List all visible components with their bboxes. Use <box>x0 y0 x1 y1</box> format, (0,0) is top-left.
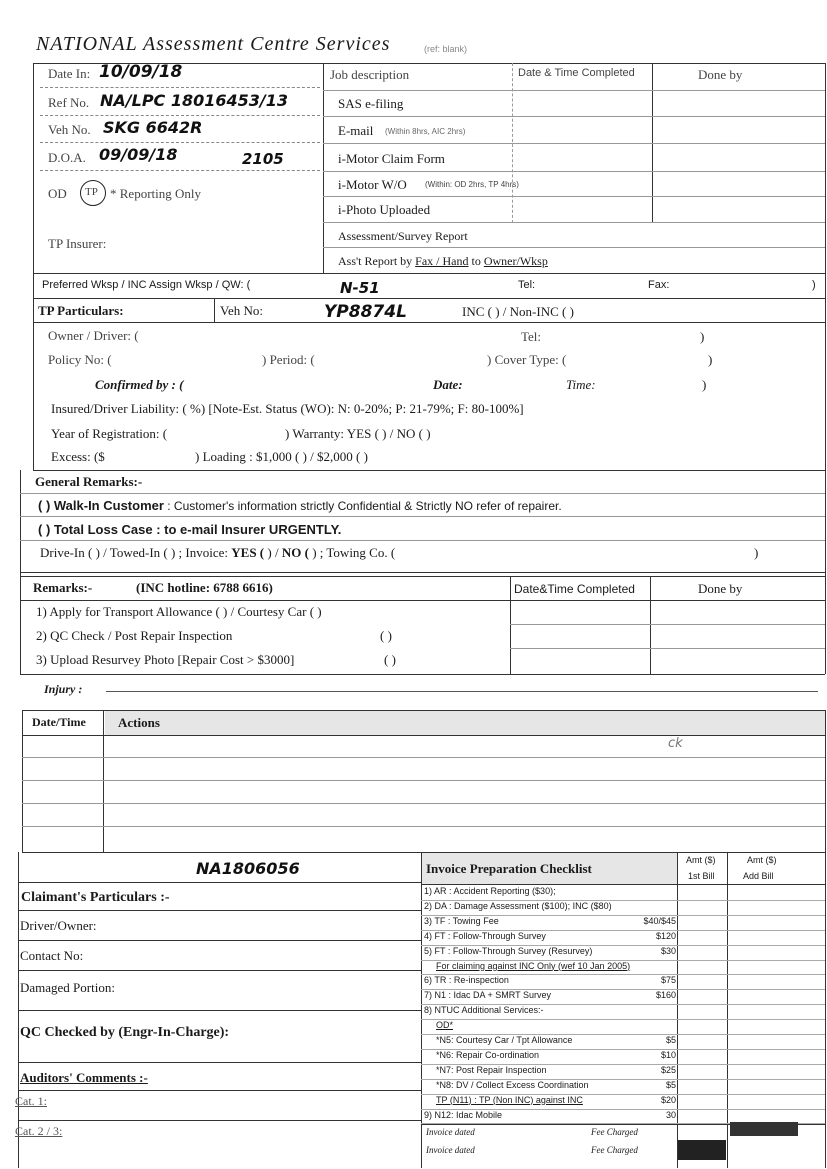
checklist-item-amount: 30 <box>665 1109 676 1120</box>
tp-confirmed-date: Date: <box>433 377 463 392</box>
job-iphoto-uploaded: i-Photo Uploaded <box>338 202 431 217</box>
tp-period: ) Period: ( <box>262 352 315 367</box>
tp-cover-close: ) <box>708 352 713 367</box>
checklist-item: 2) DA : Damage Assessment ($100); INC ($80) <box>424 900 612 911</box>
job-assessment-report: Assessment/Survey Report <box>338 229 468 243</box>
tp-insurer-label: TP Insurer: <box>48 236 107 251</box>
checklist-item-amount: $10 <box>660 1049 676 1060</box>
tp-label: TP <box>85 186 98 198</box>
date-in-value: 10/09/18 <box>99 62 183 82</box>
checklist-item: TP (N11) : TP (Non INC) against INC <box>436 1094 583 1105</box>
veh-no-value: SKG 6642R <box>103 118 203 137</box>
ref-no-label: Ref No. <box>48 95 90 110</box>
form-title: NATIONAL Assessment Centre Services <box>36 33 391 55</box>
od-label: OD <box>48 186 67 201</box>
tp-cover-type: ) Cover Type: ( <box>487 352 567 367</box>
walkin-customer-option: ( ) Walk-In Customer : Customer's information strictly Confidential & Strictly NO refer of repairer. <box>38 498 562 513</box>
tp-veh-no-label: Veh No: <box>220 303 263 318</box>
checklist-item-amount: $30 <box>660 945 676 956</box>
tp-warranty: ) Warranty: YES ( ) / NO ( ) <box>285 426 431 441</box>
remark-item-2-paren: ( ) <box>380 628 392 643</box>
checklist-item-amount: $120 <box>655 930 676 941</box>
checklist-item: OD* <box>436 1020 454 1031</box>
invoice-dated-1: Invoice dated <box>426 1127 475 1137</box>
remark-item-3-paren: ( ) <box>384 652 396 667</box>
done-by-col-header: Done by <box>698 67 743 82</box>
doa-value: 09/09/18 <box>99 145 178 164</box>
scan-artifact-2 <box>730 1122 798 1136</box>
ref-no-value: NA/LPC 18016453/13 <box>100 91 289 110</box>
tp-owner-close: ) <box>700 329 705 344</box>
drive-in-line: Drive-In ( ) / Towed-In ( ) ; Invoice: YES ( ) / NO ( ) ; Towing Co. ( <box>40 545 396 560</box>
qc-checked-label: QC Checked by (Engr-In-Charge): <box>20 1025 230 1040</box>
reporting-only-label: * Reporting Only <box>110 186 201 201</box>
checklist-item: 6) TR : Re-inspection <box>424 975 509 986</box>
job-email-note: (Within 8hrs, AIC 2hrs) <box>385 127 466 136</box>
job-imotor-claim-form: i-Motor Claim Form <box>338 151 445 166</box>
job-email: E-mail <box>338 123 374 138</box>
checklist-item: 3) TF : Towing Fee <box>424 915 499 926</box>
tp-confirmed-by: Confirmed by : ( <box>95 377 184 392</box>
tp-year-registration: Year of Registration: ( <box>51 426 168 441</box>
invoice-dated-2: Invoice dated <box>426 1145 475 1155</box>
wksp-fax: Fax: <box>648 279 670 291</box>
remarks-date-col: Date&Time Completed <box>514 582 635 596</box>
amt-add-header: Amt ($) <box>747 855 777 865</box>
towing-close: ) <box>754 545 759 560</box>
amt-1st-header: Amt ($) <box>686 855 716 865</box>
wksp-label: Preferred Wksp / INC Assign Wksp / QW: ( <box>42 279 251 291</box>
checklist-item: 1) AR : Accident Reporting ($30); <box>424 886 556 896</box>
remark-item-1: 1) Apply for Transport Allowance ( ) / Courtesy Car ( ) <box>36 604 322 619</box>
tp-loading: ) Loading : $1,000 ( ) / $2,000 ( ) <box>195 449 368 464</box>
auditors-comments-heading: Auditors' Comments :- <box>20 1070 148 1085</box>
remark-item-3: 3) Upload Resurvey Photo [Repair Cost > $3000] <box>36 652 295 667</box>
checklist-item: *N6: Repair Co-ordination <box>436 1049 540 1060</box>
checklist-row-line <box>421 1019 825 1020</box>
checklist-item: 5) FT : Follow-Through Survey (Resurvey) <box>424 945 593 956</box>
veh-no-label: Veh No. <box>48 122 91 137</box>
actions-date-col: Date/Time <box>32 715 86 729</box>
damaged-portion-label: Damaged Portion: <box>20 980 115 995</box>
inc-hotline: (INC hotline: 6788 6616) <box>136 580 273 595</box>
checklist-item-amount: $5 <box>665 1079 676 1090</box>
actions-col: Actions <box>118 715 160 730</box>
checklist-item-amount: $40/$45 <box>643 915 676 926</box>
tp-confirmed-close: ) <box>702 377 707 392</box>
total-loss-option: ( ) Total Loss Case : to e-mail Insurer URGENTLY. <box>38 522 342 537</box>
injury-label: Injury : <box>44 682 83 696</box>
checklist-item-amount: $5 <box>665 1035 676 1045</box>
checklist-item-amount: $75 <box>660 975 676 986</box>
remark-item-2: 2) QC Check / Post Repair Inspection <box>36 628 233 643</box>
amt-1st-subheader: 1st Bill <box>688 871 715 881</box>
tp-particulars-heading: TP Particulars: <box>38 303 124 318</box>
checklist-item: *N8: DV / Collect Excess Coordination <box>436 1079 589 1090</box>
tp-confirmed-time: Time: <box>566 377 596 392</box>
checklist-item-amount: $160 <box>655 990 676 1001</box>
job-imotor-wo: i-Motor W/O <box>338 177 407 192</box>
job-imotor-wo-note: (Within: OD 2hrs, TP 4hrs) <box>425 180 519 189</box>
claimant-heading: Claimant's Particulars :- <box>21 890 170 905</box>
checklist-item: For claiming against INC Only (wef 10 Jan 2005) <box>436 960 631 971</box>
tp-policy-no: Policy No: ( <box>48 352 112 367</box>
checklist-item: 4) FT : Follow-Through Survey <box>424 930 546 941</box>
form-title-note: (ref: blank) <box>424 44 468 54</box>
fee-charged-1: Fee Charged <box>591 1127 638 1137</box>
tp-veh-no-value: YP8874L <box>324 302 407 322</box>
general-remarks-heading: General Remarks:- <box>35 474 143 489</box>
claim-number: NA1806056 <box>196 859 300 878</box>
checklist-item: 7) N1 : Idac DA + SMRT Survey <box>424 990 551 1001</box>
tp-liability: Insured/Driver Liability: ( %) [Note-Est. Status (WO): N: 0-20%; P: 21-79%; F: 80-100%] <box>51 401 524 416</box>
tp-inc-choice: INC ( ) / Non-INC ( ) <box>462 304 574 319</box>
wksp-close: ) <box>812 279 816 291</box>
tp-excess: Excess: ($ <box>51 449 105 464</box>
cat23-label: Cat. 2 / 3: <box>15 1124 63 1138</box>
tp-tel: Tel: <box>521 329 542 344</box>
driver-owner-label: Driver/Owner: <box>20 918 97 933</box>
tp-owner-driver: Owner / Driver: ( <box>48 328 139 343</box>
amt-add-subheader: Add Bill <box>743 871 774 881</box>
checklist-item: 9) N12: Idac Mobile <box>424 1109 503 1120</box>
checklist-item: *N5: Courtesy Car / Tpt Allowance <box>436 1035 573 1045</box>
remarks-heading: Remarks:- <box>33 580 93 595</box>
asst-report-line: Ass't Report by Fax / Hand to Owner/Wksp <box>338 254 548 268</box>
date-completed-col-header: Date & Time Completed <box>518 67 635 79</box>
scan-artifact-1 <box>678 1140 726 1160</box>
wksp-value: N-51 <box>340 279 380 297</box>
checklist-item: 8) NTUC Additional Services:- <box>424 1005 544 1016</box>
fee-charged-2: Fee Charged <box>591 1145 638 1155</box>
contact-no-label: Contact No: <box>20 948 84 963</box>
checklist-item: *N7: Post Repair Inspection <box>436 1064 547 1075</box>
checklist-item-amount: $20 <box>660 1094 676 1105</box>
wksp-tel: Tel: <box>518 279 536 291</box>
checklist-heading: Invoice Preparation Checklist <box>426 861 592 876</box>
action-check-mark: ck <box>668 736 683 751</box>
date-in-label: Date In: <box>48 66 91 81</box>
job-sas-efiling: SAS e-filing <box>338 96 404 111</box>
checklist-item-amount: $25 <box>660 1064 676 1075</box>
cat1-label: Cat. 1: <box>15 1094 47 1108</box>
doa-time: 2105 <box>242 150 284 168</box>
job-col-header: Job description <box>330 67 410 82</box>
doa-label: D.O.A. <box>48 150 86 165</box>
remarks-done-col: Done by <box>698 581 743 596</box>
